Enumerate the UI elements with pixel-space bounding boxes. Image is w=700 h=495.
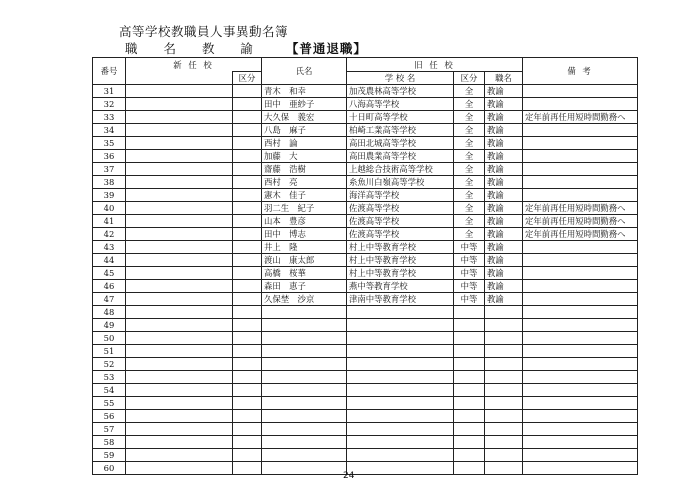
old-school-cell (347, 345, 454, 358)
name-cell: 八島 麻子 (262, 124, 347, 137)
table-row (93, 98, 638, 111)
name-cell (262, 397, 347, 410)
old-position-cell (485, 384, 523, 397)
old-position-cell: 教諭 (485, 215, 523, 228)
old-school-cell: 高田農業高等学校 (347, 150, 454, 163)
col-new-school-header: 新 任 校 (126, 58, 262, 72)
new-school-cell (126, 176, 233, 189)
old-position-cell (485, 423, 523, 436)
old-school-cell (347, 436, 454, 449)
table-row (93, 306, 638, 319)
new-school-cell (126, 345, 233, 358)
col-old-school-header: 旧 任 校 (347, 58, 523, 72)
table-row (93, 85, 638, 98)
row-number: 47 (93, 293, 126, 306)
new-division-cell (233, 319, 262, 332)
old-division-cell: 全 (454, 163, 485, 176)
new-division-cell (233, 111, 262, 124)
row-number: 46 (93, 280, 126, 293)
row-number: 58 (93, 436, 126, 449)
new-school-cell (126, 358, 233, 371)
old-position-cell (485, 436, 523, 449)
remarks-cell (523, 358, 638, 371)
old-school-cell (347, 319, 454, 332)
remarks-cell (523, 254, 638, 267)
remarks-cell (523, 332, 638, 345)
new-school-cell (126, 319, 233, 332)
new-division-cell (233, 371, 262, 384)
remarks-cell (523, 241, 638, 254)
table-row (93, 358, 638, 371)
old-division-cell (454, 306, 485, 319)
col-new-school-blank (126, 72, 233, 85)
old-school-cell: 柏崎工業高等学校 (347, 124, 454, 137)
old-position-cell: 教諭 (485, 189, 523, 202)
name-cell (262, 410, 347, 423)
table-row (93, 202, 638, 215)
old-position-cell (485, 306, 523, 319)
row-number: 50 (93, 332, 126, 345)
row-number: 53 (93, 371, 126, 384)
name-cell (262, 358, 347, 371)
old-school-cell (347, 371, 454, 384)
name-cell: 羽二生 紀子 (262, 202, 347, 215)
new-division-cell (233, 384, 262, 397)
old-school-cell: 加茂農林高等学校 (347, 85, 454, 98)
table-row (93, 345, 638, 358)
name-cell: 井上 隆 (262, 241, 347, 254)
new-division-cell (233, 306, 262, 319)
new-division-cell (233, 397, 262, 410)
row-number: 59 (93, 449, 126, 462)
transfer-kind: 【普通退職】 (285, 41, 367, 56)
old-school-cell (347, 423, 454, 436)
row-number: 55 (93, 397, 126, 410)
remarks-cell (523, 150, 638, 163)
old-position-cell (485, 319, 523, 332)
new-division-cell (233, 462, 262, 475)
remarks-cell (523, 98, 638, 111)
old-division-cell: 全 (454, 150, 485, 163)
old-school-cell: 村上中等教育学校 (347, 241, 454, 254)
old-division-cell: 中等 (454, 241, 485, 254)
old-school-cell: 上越総合技術高等学校 (347, 163, 454, 176)
name-cell: 渡山 康太郎 (262, 254, 347, 267)
old-position-cell: 教諭 (485, 241, 523, 254)
old-school-cell: 糸魚川白嶺高等学校 (347, 176, 454, 189)
remarks-cell: 定年前再任用短時間勤務へ (523, 111, 638, 124)
old-position-cell: 教諭 (485, 85, 523, 98)
table-row (93, 384, 638, 397)
new-school-cell (126, 293, 233, 306)
old-division-cell: 全 (454, 189, 485, 202)
row-number: 44 (93, 254, 126, 267)
old-division-cell: 全 (454, 85, 485, 98)
old-position-cell: 教諭 (485, 137, 523, 150)
row-number: 36 (93, 150, 126, 163)
old-school-cell (347, 462, 454, 475)
new-division-cell (233, 85, 262, 98)
name-cell (262, 332, 347, 345)
row-number: 32 (93, 98, 126, 111)
new-school-cell (126, 371, 233, 384)
remarks-cell (523, 176, 638, 189)
new-school-cell (126, 332, 233, 345)
new-division-cell (233, 280, 262, 293)
remarks-cell (523, 293, 638, 306)
row-number: 41 (93, 215, 126, 228)
remarks-cell: 定年前再任用短時間勤務へ (523, 202, 638, 215)
old-position-cell: 教諭 (485, 124, 523, 137)
document-title: 高等学校教職員人事異動名簿 (119, 24, 289, 39)
row-number: 38 (93, 176, 126, 189)
name-cell: 青木 和幸 (262, 85, 347, 98)
personnel-table (92, 57, 638, 475)
table-row (93, 254, 638, 267)
new-school-cell (126, 423, 233, 436)
row-number: 56 (93, 410, 126, 423)
name-cell: 高橋 桜華 (262, 267, 347, 280)
name-cell: 加藤 大 (262, 150, 347, 163)
old-division-cell: 全 (454, 98, 485, 111)
name-cell (262, 423, 347, 436)
col-number-header: 番号 (93, 58, 126, 85)
old-position-cell (485, 397, 523, 410)
new-school-cell (126, 384, 233, 397)
remarks-cell (523, 449, 638, 462)
remarks-cell (523, 462, 638, 475)
name-cell: 森田 恵子 (262, 280, 347, 293)
old-division-cell (454, 319, 485, 332)
new-division-cell (233, 332, 262, 345)
old-school-cell: 佐渡高等学校 (347, 228, 454, 241)
table-row (93, 293, 638, 306)
old-division-cell (454, 345, 485, 358)
old-position-cell (485, 410, 523, 423)
name-cell (262, 319, 347, 332)
old-division-cell (454, 410, 485, 423)
name-cell: 大久保 義宏 (262, 111, 347, 124)
new-division-cell (233, 436, 262, 449)
old-position-cell: 教諭 (485, 150, 523, 163)
new-school-cell (126, 124, 233, 137)
new-division-cell (233, 267, 262, 280)
old-position-cell: 教諭 (485, 280, 523, 293)
table-row (93, 423, 638, 436)
new-division-cell (233, 176, 262, 189)
name-cell: 西村 論 (262, 137, 347, 150)
new-school-cell (126, 111, 233, 124)
old-position-cell (485, 462, 523, 475)
remarks-cell (523, 397, 638, 410)
old-school-cell: 高田北城高等学校 (347, 137, 454, 150)
header-row-1 (93, 58, 638, 72)
new-school-cell (126, 202, 233, 215)
table-row (93, 124, 638, 137)
new-division-cell (233, 358, 262, 371)
name-cell (262, 384, 347, 397)
col-name-header: 氏名 (262, 58, 347, 85)
old-school-cell (347, 306, 454, 319)
row-number: 42 (93, 228, 126, 241)
old-division-cell (454, 397, 485, 410)
old-school-cell: 村上中等教育学校 (347, 267, 454, 280)
row-number: 45 (93, 267, 126, 280)
row-number: 34 (93, 124, 126, 137)
new-division-cell (233, 137, 262, 150)
old-division-cell: 全 (454, 228, 485, 241)
table-row (93, 150, 638, 163)
name-cell (262, 449, 347, 462)
remarks-cell (523, 345, 638, 358)
old-position-cell (485, 332, 523, 345)
name-cell: 久保埜 沙京 (262, 293, 347, 306)
old-division-cell (454, 423, 485, 436)
new-school-cell (126, 410, 233, 423)
col-old-position-header: 職名 (485, 72, 523, 85)
old-position-cell: 教諭 (485, 228, 523, 241)
old-position-cell: 教諭 (485, 293, 523, 306)
table-row (93, 280, 638, 293)
new-school-cell (126, 189, 233, 202)
row-number: 57 (93, 423, 126, 436)
old-school-cell (347, 397, 454, 410)
name-cell (262, 462, 347, 475)
remarks-cell (523, 189, 638, 202)
old-division-cell (454, 371, 485, 384)
row-number: 31 (93, 85, 126, 98)
table-row (93, 163, 638, 176)
remarks-cell: 定年前再任用短時間勤務へ (523, 228, 638, 241)
name-cell: 憲木 佳子 (262, 189, 347, 202)
old-position-cell: 教諭 (485, 163, 523, 176)
old-school-cell (347, 384, 454, 397)
new-school-cell (126, 462, 233, 475)
table-row (93, 449, 638, 462)
new-school-cell (126, 85, 233, 98)
old-division-cell (454, 358, 485, 371)
new-division-cell (233, 124, 262, 137)
new-division-cell (233, 228, 262, 241)
table-row (93, 241, 638, 254)
old-position-cell (485, 358, 523, 371)
new-school-cell (126, 150, 233, 163)
new-school-cell (126, 397, 233, 410)
old-position-cell: 教諭 (485, 176, 523, 189)
new-school-cell (126, 163, 233, 176)
name-cell: 齋藤 浩樹 (262, 163, 347, 176)
name-cell (262, 371, 347, 384)
new-division-cell (233, 202, 262, 215)
row-number: 40 (93, 202, 126, 215)
table-row (93, 215, 638, 228)
remarks-cell: 定年前再任用短時間勤務へ (523, 215, 638, 228)
name-cell: 田中 博志 (262, 228, 347, 241)
table-row (93, 371, 638, 384)
remarks-cell (523, 280, 638, 293)
old-division-cell: 全 (454, 124, 485, 137)
old-position-cell (485, 371, 523, 384)
position-category: 職 名 教 諭 (125, 41, 264, 56)
row-number: 35 (93, 137, 126, 150)
row-number: 43 (93, 241, 126, 254)
remarks-cell (523, 410, 638, 423)
old-division-cell: 中等 (454, 293, 485, 306)
new-division-cell (233, 150, 262, 163)
table-row (93, 410, 638, 423)
name-cell (262, 436, 347, 449)
new-division-cell (233, 449, 262, 462)
old-position-cell: 教諭 (485, 111, 523, 124)
table-row (93, 319, 638, 332)
row-number: 60 (93, 462, 126, 475)
old-school-cell (347, 410, 454, 423)
row-number: 51 (93, 345, 126, 358)
new-division-cell (233, 345, 262, 358)
new-school-cell (126, 254, 233, 267)
row-number: 54 (93, 384, 126, 397)
new-division-cell (233, 410, 262, 423)
old-division-cell: 中等 (454, 280, 485, 293)
old-school-cell (347, 358, 454, 371)
row-number: 33 (93, 111, 126, 124)
old-division-cell (454, 462, 485, 475)
table-row (93, 267, 638, 280)
table-row (93, 436, 638, 449)
col-old-division-header: 区分 (454, 72, 485, 85)
new-school-cell (126, 137, 233, 150)
old-division-cell (454, 436, 485, 449)
old-division-cell: 全 (454, 215, 485, 228)
remarks-cell (523, 384, 638, 397)
new-division-cell (233, 215, 262, 228)
name-cell (262, 345, 347, 358)
old-division-cell: 全 (454, 137, 485, 150)
name-cell (262, 306, 347, 319)
new-school-cell (126, 436, 233, 449)
remarks-cell (523, 137, 638, 150)
new-school-cell (126, 267, 233, 280)
new-division-cell (233, 423, 262, 436)
row-number: 49 (93, 319, 126, 332)
col-new-division-header: 区分 (233, 72, 262, 85)
old-division-cell: 全 (454, 111, 485, 124)
old-school-cell: 佐渡高等学校 (347, 215, 454, 228)
name-cell: 田中 亜紗子 (262, 98, 347, 111)
name-cell: 西村 亮 (262, 176, 347, 189)
table-row (93, 137, 638, 150)
remarks-cell (523, 371, 638, 384)
new-school-cell (126, 306, 233, 319)
old-division-cell (454, 332, 485, 345)
table-row (93, 462, 638, 475)
old-position-cell (485, 345, 523, 358)
old-school-cell: 八海高等学校 (347, 98, 454, 111)
old-school-cell (347, 449, 454, 462)
old-school-cell: 十日町高等学校 (347, 111, 454, 124)
old-division-cell (454, 384, 485, 397)
remarks-cell (523, 163, 638, 176)
page-number: 24 (343, 471, 355, 481)
name-cell: 山本 豊彦 (262, 215, 347, 228)
old-division-cell: 全 (454, 202, 485, 215)
new-school-cell (126, 228, 233, 241)
old-position-cell: 教諭 (485, 254, 523, 267)
table-row (93, 111, 638, 124)
old-division-cell (454, 449, 485, 462)
old-school-cell: 佐渡高等学校 (347, 202, 454, 215)
new-school-cell (126, 215, 233, 228)
document-subtitle (125, 39, 367, 57)
old-division-cell: 中等 (454, 267, 485, 280)
table-row (93, 228, 638, 241)
old-position-cell: 教諭 (485, 267, 523, 280)
new-division-cell (233, 98, 262, 111)
new-division-cell (233, 254, 262, 267)
new-division-cell (233, 163, 262, 176)
remarks-cell (523, 319, 638, 332)
remarks-cell (523, 124, 638, 137)
old-school-cell: 村上中等教育学校 (347, 254, 454, 267)
row-number: 48 (93, 306, 126, 319)
row-number: 39 (93, 189, 126, 202)
new-school-cell (126, 98, 233, 111)
old-position-cell (485, 449, 523, 462)
table-row (93, 397, 638, 410)
old-division-cell: 全 (454, 176, 485, 189)
col-remarks-header: 備 考 (523, 58, 638, 85)
remarks-cell (523, 85, 638, 98)
table-row (93, 176, 638, 189)
old-school-cell (347, 332, 454, 345)
old-school-cell: 津南中等教育学校 (347, 293, 454, 306)
table-row (93, 189, 638, 202)
table-row (93, 332, 638, 345)
new-school-cell (126, 280, 233, 293)
new-division-cell (233, 189, 262, 202)
old-division-cell: 中等 (454, 254, 485, 267)
remarks-cell (523, 423, 638, 436)
new-school-cell (126, 449, 233, 462)
old-school-cell: 燕中等教育学校 (347, 280, 454, 293)
new-division-cell (233, 293, 262, 306)
old-school-cell: 海洋高等学校 (347, 189, 454, 202)
col-old-school-name-header: 学 校 名 (347, 72, 454, 85)
remarks-cell (523, 267, 638, 280)
row-number: 37 (93, 163, 126, 176)
new-division-cell (233, 241, 262, 254)
old-position-cell: 教諭 (485, 202, 523, 215)
row-number: 52 (93, 358, 126, 371)
remarks-cell (523, 436, 638, 449)
remarks-cell (523, 306, 638, 319)
old-position-cell: 教諭 (485, 98, 523, 111)
new-school-cell (126, 241, 233, 254)
